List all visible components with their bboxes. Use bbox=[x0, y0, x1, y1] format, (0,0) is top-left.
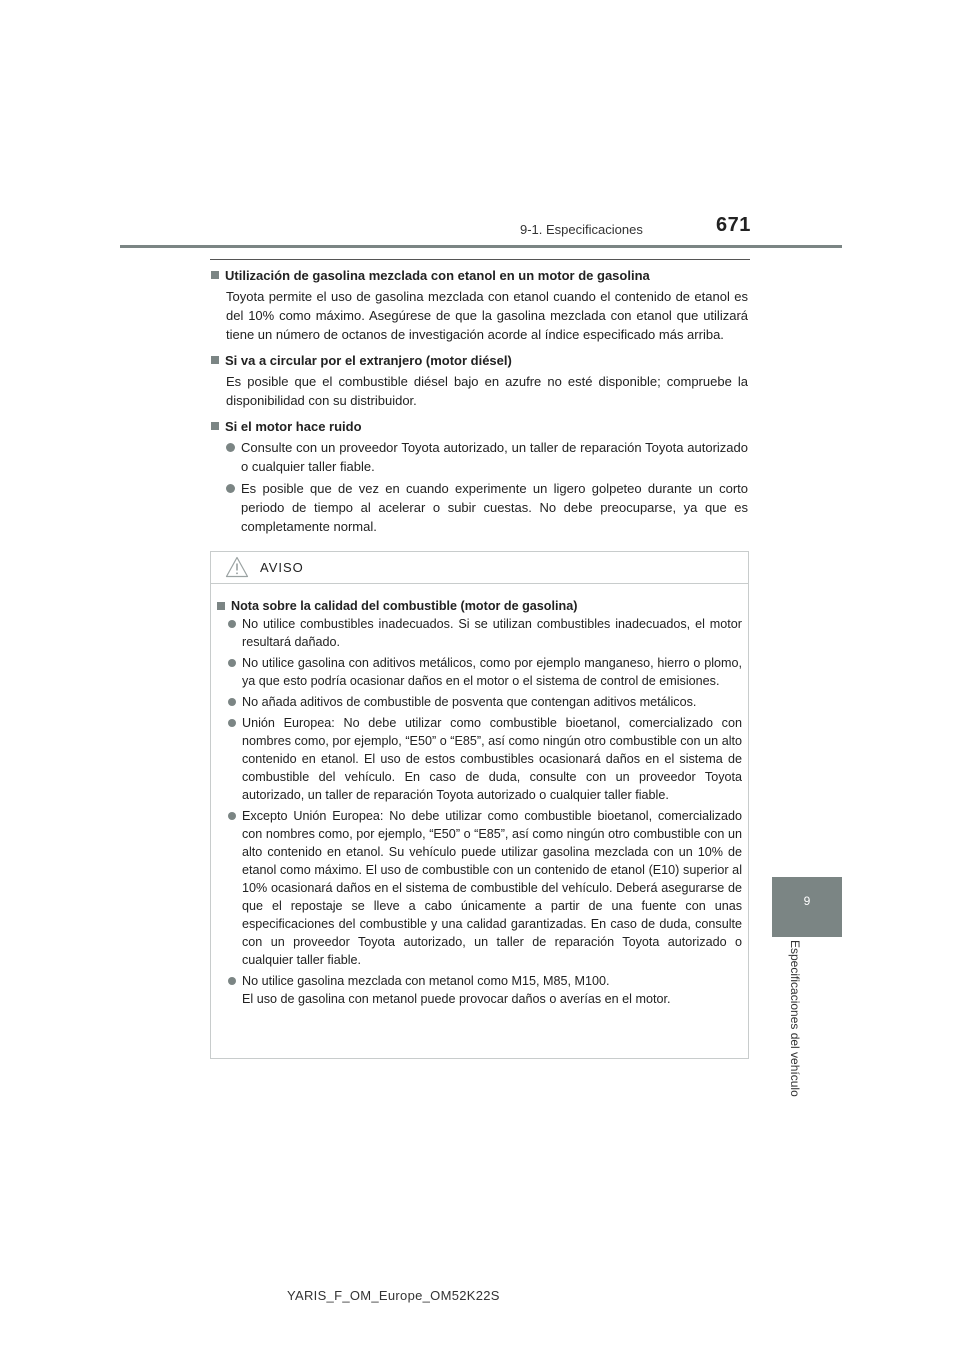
list-item: Es posible que de vez en cuando experimente un ligero golpeteo durante un corto periodo de tiempo al acelerar o subir cuestas. No debe preocuparse, ya que es completamente normal. bbox=[211, 479, 748, 536]
footer-doc-code: YARIS_F_OM_Europe_OM52K22S bbox=[287, 1288, 500, 1303]
notice-title: AVISO bbox=[260, 560, 304, 575]
list-item-line: No utilice gasolina mezclada con metanol como M15, M85, M100. bbox=[242, 974, 610, 988]
section-ethanol bbox=[211, 266, 748, 344]
square-bullet-icon bbox=[211, 356, 219, 364]
section-title: Si va a circular por el extranjero (motor diésel) bbox=[225, 353, 512, 368]
section-engine-noise bbox=[211, 417, 748, 536]
list-item bbox=[217, 972, 742, 1008]
notice-body bbox=[211, 584, 748, 1008]
round-bullet-icon bbox=[228, 659, 236, 667]
round-bullet-icon bbox=[226, 443, 235, 452]
content-top-rule bbox=[210, 259, 750, 260]
list-item-line: El uso de gasolina con metanol puede provocar daños o averías en el motor. bbox=[242, 992, 671, 1006]
round-bullet-icon bbox=[228, 977, 236, 985]
section-title: Utilización de gasolina mezclada con etanol en un motor de gasolina bbox=[225, 268, 650, 283]
chapter-tab-label: Especificaciones del vehículo bbox=[788, 940, 802, 1097]
list-item: Consulte con un proveedor Toyota autorizado, un taller de reparación Toyota autorizado o cualquier taller fiable. bbox=[211, 438, 748, 476]
section-body: Toyota permite el uso de gasolina mezclada con etanol cuando el contenido de etanol es del 10% como máximo. Asegúrese de que la gasolina mezclada con etanol que utilizará tiene un número de octanos de investigación acorde al índice especificado más arriba. bbox=[226, 289, 748, 342]
list-item: No añada aditivos de combustible de posventa que contengan aditivos metálicos. bbox=[217, 693, 742, 711]
list-item: Unión Europea: No debe utilizar como combustible bioetanol, comercializado con nombres como, por ejemplo, “E50” o “E85”, así como ningún otro combustible con un alto contenido en etanol. El uso de estos combustibles ocasionará daños en el sistema de combustible del vehículo. En caso de duda, consulte con un proveedor Toyota autorizado, un taller de reparación Toyota autorizado o cualquier taller fiable. bbox=[217, 714, 742, 804]
page-number: 671 bbox=[716, 214, 751, 236]
round-bullet-icon bbox=[228, 698, 236, 706]
notice-subtitle: Nota sobre la calidad del combustible (motor de gasolina) bbox=[231, 599, 578, 613]
chapter-tab-number: 9 bbox=[803, 894, 811, 908]
round-bullet-icon bbox=[228, 620, 236, 628]
header-section-title: 9-1. Especificaciones bbox=[520, 222, 643, 237]
round-bullet-icon bbox=[228, 812, 236, 820]
notice-header bbox=[211, 552, 748, 584]
list-item: No utilice combustibles inadecuados. Si se utilizan combustibles inadecuados, el motor resultará dañado. bbox=[217, 615, 742, 651]
list-item: Excepto Unión Europea: No debe utilizar como combustible bioetanol, comercializado con nombres como, por ejemplo, “E50” o “E85”, así como ningún otro combustible con un alto contenido en etanol. Su vehículo puede utilizar gasolina mezclada con un 10% de etanol como máximo. El uso de combustible con un contenido de etanol (E10) superior al 10% ocasionará daños en el sistema de combustible del vehículo. Deberá asegurarse de que el repostaje se lleve a cabo únicamente a partir de una fuente con unas especificaciones del combustible y una calidad garantizadas. En caso de duda, consulte con un proveedor Toyota autorizado, un taller de reparación Toyota autorizado o cualquier taller fiable. bbox=[217, 807, 742, 969]
round-bullet-icon bbox=[226, 484, 235, 493]
section-abroad-diesel bbox=[211, 351, 748, 410]
warning-triangle-icon bbox=[225, 556, 249, 578]
square-bullet-icon bbox=[211, 422, 219, 430]
main-content bbox=[211, 266, 748, 543]
section-body: Es posible que el combustible diésel bajo en azufre no esté disponible; compruebe la disponibilidad con su distribuidor. bbox=[226, 374, 748, 408]
chapter-tab-label-wrap bbox=[772, 940, 816, 1140]
notice-box bbox=[210, 551, 749, 1059]
header-rule bbox=[120, 245, 842, 248]
round-bullet-icon bbox=[228, 719, 236, 727]
list-item: No utilice gasolina con aditivos metálicos, como por ejemplo manganeso, hierro o plomo, ya que esto podría ocasionar daños en el motor o el sistema de control de emisiones. bbox=[217, 654, 742, 690]
square-bullet-icon bbox=[217, 602, 225, 610]
section-title: Si el motor hace ruido bbox=[225, 419, 362, 434]
square-bullet-icon bbox=[211, 271, 219, 279]
